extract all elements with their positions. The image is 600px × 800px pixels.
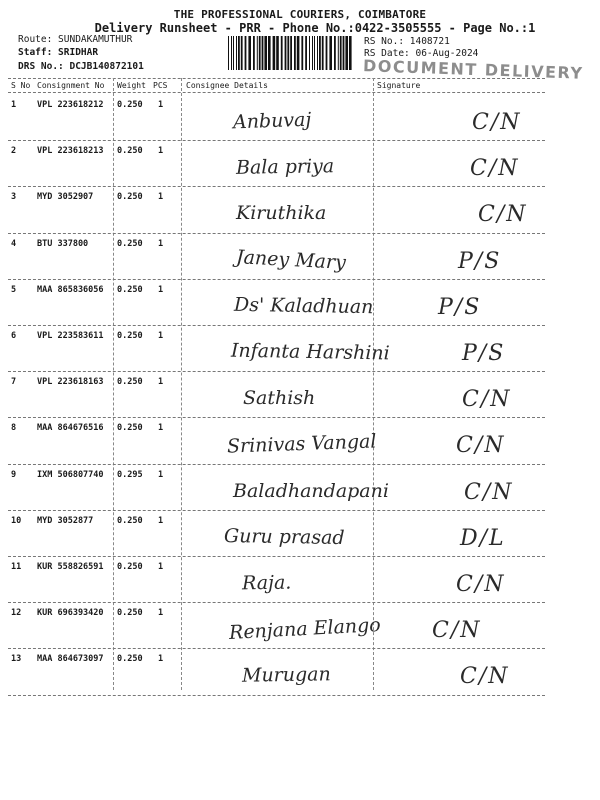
column-divider [181,78,182,690]
barcode-image [228,36,352,70]
row-sno: 2 [11,146,17,157]
row-signature-handwritten: C/N [432,618,482,644]
row-consignment-no: KUR 558826591 [37,562,104,572]
row-sno: 6 [11,331,17,341]
row-weight: 0.250 [117,608,143,619]
col-header-consignee: Consignee Details [186,81,268,90]
row-consignee-handwritten: Murugan [241,663,331,688]
row-consignment-no: MAA 865836056 [37,284,104,295]
drs-number: DRS No.: DCJB140872101 [18,61,144,72]
col-header-signature: Signature [377,81,421,90]
row-weight: 0.250 [117,146,143,157]
column-divider [373,78,374,690]
row-pcs: 1 [158,284,164,295]
row-consignee-handwritten: Anbuvaj [232,108,312,134]
col-header-consignment: Consignment No [37,81,105,90]
row-consignee-handwritten: Infanta Harshini [230,339,390,365]
row-signature-handwritten: C/N [478,202,528,228]
row-pcs: 1 [158,423,164,434]
row-consignment-no: VPL 223618213 [37,146,104,157]
row-divider [8,602,545,603]
row-divider [8,556,545,557]
row-signature-handwritten: P/S [438,294,482,320]
row-weight: 0.250 [117,423,143,434]
row-sno: 12 [11,608,22,619]
row-signature-handwritten: C/N [460,664,510,690]
row-consignee-handwritten: Bala priya [235,155,335,180]
runsheet-title: Delivery Runsheet - PRR - Phone No.:0422-3505555 - Page No.:1 [94,21,536,35]
col-header-pcs: PCS [153,81,168,90]
row-weight: 0.250 [117,654,143,665]
row-consignee-handwritten: Srinivas Vangal [226,430,377,458]
row-signature-handwritten: C/N [472,110,522,135]
row-consignment-no: VPL 223583611 [37,331,104,341]
row-divider [8,233,545,234]
row-weight: 0.250 [117,331,143,341]
row-sno: 8 [11,423,17,434]
row-weight: 0.250 [117,238,143,249]
row-consignment-no: MYD 3052907 [37,192,94,203]
staff-label: Staff: SRIDHAR [18,47,99,58]
rs-date: RS Date: 06-Aug-2024 [364,48,479,59]
row-pcs: 1 [158,608,164,619]
row-sno: 10 [11,515,22,526]
row-consignment-no: MYD 3052877 [37,515,94,526]
col-header-weight: Weight [117,81,146,90]
row-divider [8,648,545,649]
route-label: Route: SUNDAKAMUTHUR [18,34,133,45]
row-weight: 0.295 [117,469,143,480]
row-consignee-handwritten: Renjana Elango [228,614,382,645]
row-weight: 0.250 [117,284,143,295]
row-pcs: 1 [158,469,164,480]
row-sno: 3 [11,192,17,203]
col-header-sno: S No [11,81,31,90]
row-consignment-no: VPL 223618212 [37,100,104,110]
row-consignee-handwritten: Baladhandapani [233,479,389,502]
row-sno: 4 [11,238,17,249]
row-pcs: 1 [158,515,164,526]
row-weight: 0.250 [117,100,143,110]
row-pcs: 1 [158,100,164,110]
row-signature-handwritten: P/S [458,248,502,274]
document-delivery-stamp: DOCUMENT DELIVERY [362,56,584,83]
row-signature-handwritten: D/L [460,525,506,551]
row-signature-handwritten: C/N [462,387,512,413]
row-consignee-handwritten: Guru prasad [223,524,345,549]
row-pcs: 1 [158,331,164,341]
row-consignment-no: IXM 506807740 [37,469,104,480]
row-weight: 0.250 [117,377,143,388]
row-pcs: 1 [158,562,164,572]
row-sno: 11 [11,562,22,572]
row-signature-handwritten: C/N [464,479,514,505]
row-consignee-handwritten: Kiruthika [236,202,327,225]
row-divider [8,510,545,511]
row-divider [8,279,545,280]
row-divider [8,464,545,465]
row-signature-handwritten: P/S [462,341,506,366]
row-pcs: 1 [158,654,164,665]
row-consignee-handwritten: Janey Mary [235,245,347,274]
row-consignee-handwritten: Ds' Kaladhuan [233,293,374,319]
column-divider [113,78,114,690]
row-sno: 1 [11,100,17,110]
row-pcs: 1 [158,146,164,157]
row-consignee-handwritten: Sathish [243,387,316,410]
row-divider [8,695,545,696]
row-pcs: 1 [158,238,164,249]
row-consignee-handwritten: Raja. [241,571,292,595]
row-pcs: 1 [158,192,164,203]
row-divider [8,371,545,372]
row-weight: 0.250 [117,192,143,203]
row-signature-handwritten: C/N [470,156,520,182]
row-weight: 0.250 [117,515,143,526]
header-row-divider [8,92,545,93]
company-title: THE PROFESSIONAL COURIERS, COIMBATORE [173,8,427,21]
row-sno: 9 [11,469,17,480]
row-consignment-no: MAA 864676516 [37,423,104,434]
row-signature-handwritten: C/N [456,433,506,459]
row-consignment-no: VPL 223618163 [37,377,104,388]
row-divider [8,186,545,187]
row-consignment-no: MAA 864673097 [37,654,104,665]
header-divider [8,78,545,79]
row-weight: 0.250 [117,562,143,572]
row-signature-handwritten: C/N [456,572,506,597]
row-divider [8,417,545,418]
row-pcs: 1 [158,377,164,388]
row-sno: 13 [11,654,22,665]
rs-number: RS No.: 1408721 [364,36,450,47]
row-consignment-no: BTU 337800 [37,238,89,249]
row-sno: 7 [11,377,17,388]
row-consignment-no: KUR 696393420 [37,608,104,619]
row-sno: 5 [11,284,17,295]
row-divider [8,140,545,141]
row-divider [8,325,545,326]
